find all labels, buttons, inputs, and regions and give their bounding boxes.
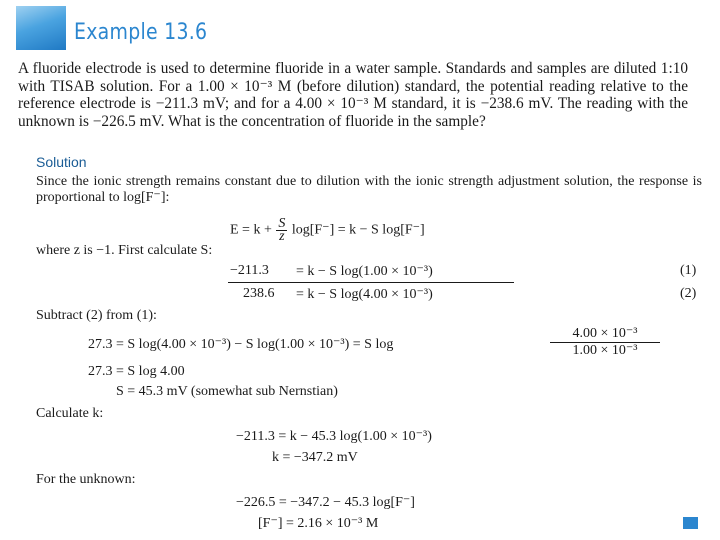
problem-statement: A fluoride electrode is used to determine fluoride in a water sample. Standards and samples are diluted 1:10 with TISAB solution. For a 1.00 × 10⁻³ M (before dilution) standard, the potential reading relative to the reference electrode is −211.3 mV; and for a 4.00 × 10⁻³ M standard, it is −238.6 mV. The reading with the unknown is −226.5 mV. What is the concentration of fluoride in the sample? bbox=[18, 60, 688, 130]
k-result: k = −347.2 mV bbox=[272, 450, 358, 465]
subtract-line: Subtract (2) from (1): bbox=[36, 308, 157, 323]
eq1-right: = k − S log(1.00 × 10⁻³) bbox=[296, 264, 433, 279]
nernst-rhs: log[F⁻] = k − S log[F⁻] bbox=[291, 222, 425, 238]
example-title: Example 13.6 bbox=[74, 20, 208, 45]
k-equation: −211.3 = k − 45.3 log(1.00 × 10⁻³) bbox=[236, 429, 432, 444]
unknown-label: For the unknown: bbox=[36, 472, 136, 487]
eq2-number: (2) bbox=[680, 286, 697, 301]
step-log4: 27.3 = S log 4.00 bbox=[88, 364, 185, 379]
nernst-fraction bbox=[276, 218, 287, 243]
solution-intro: Since the ionic strength remains constant due to dilution with the ionic strength adjustment solution, the response is proportional to log[F⁻]: bbox=[36, 174, 702, 205]
corner-marker bbox=[683, 517, 698, 529]
eq1-left: −211.3 bbox=[230, 263, 269, 278]
diff-frac-den: 1.00 × 10⁻³ bbox=[572, 343, 638, 358]
nernst-frac-den: z bbox=[279, 229, 285, 244]
nernst-lhs: E = k + bbox=[230, 222, 272, 238]
eq2-right: = k − S log(4.00 × 10⁻³) bbox=[296, 287, 433, 302]
calc-k-label: Calculate k: bbox=[36, 406, 104, 421]
step-s-value: S = 45.3 mV (somewhat sub Nernstian) bbox=[116, 384, 338, 399]
nernst-frac-num: S bbox=[278, 216, 286, 231]
fluoride-result: [F⁻] = 2.16 × 10⁻³ M bbox=[258, 516, 379, 531]
nernst-equation bbox=[230, 218, 425, 243]
eq-underline bbox=[228, 282, 514, 283]
diff-frac-num: 4.00 × 10⁻³ bbox=[550, 326, 660, 343]
solution-heading: Solution bbox=[36, 154, 87, 170]
example-badge bbox=[16, 6, 66, 50]
where-line: where z is −1. First calculate S: bbox=[36, 243, 213, 258]
unknown-equation: −226.5 = −347.2 − 45.3 log[F⁻] bbox=[236, 495, 415, 510]
diff-fraction bbox=[550, 326, 660, 359]
eq2-left: 238.6 bbox=[243, 286, 275, 301]
diff-expression: 27.3 = S log(4.00 × 10⁻³) − S log(1.00 × 10⁻³) = S log bbox=[88, 337, 394, 352]
eq1-number: (1) bbox=[680, 263, 697, 278]
